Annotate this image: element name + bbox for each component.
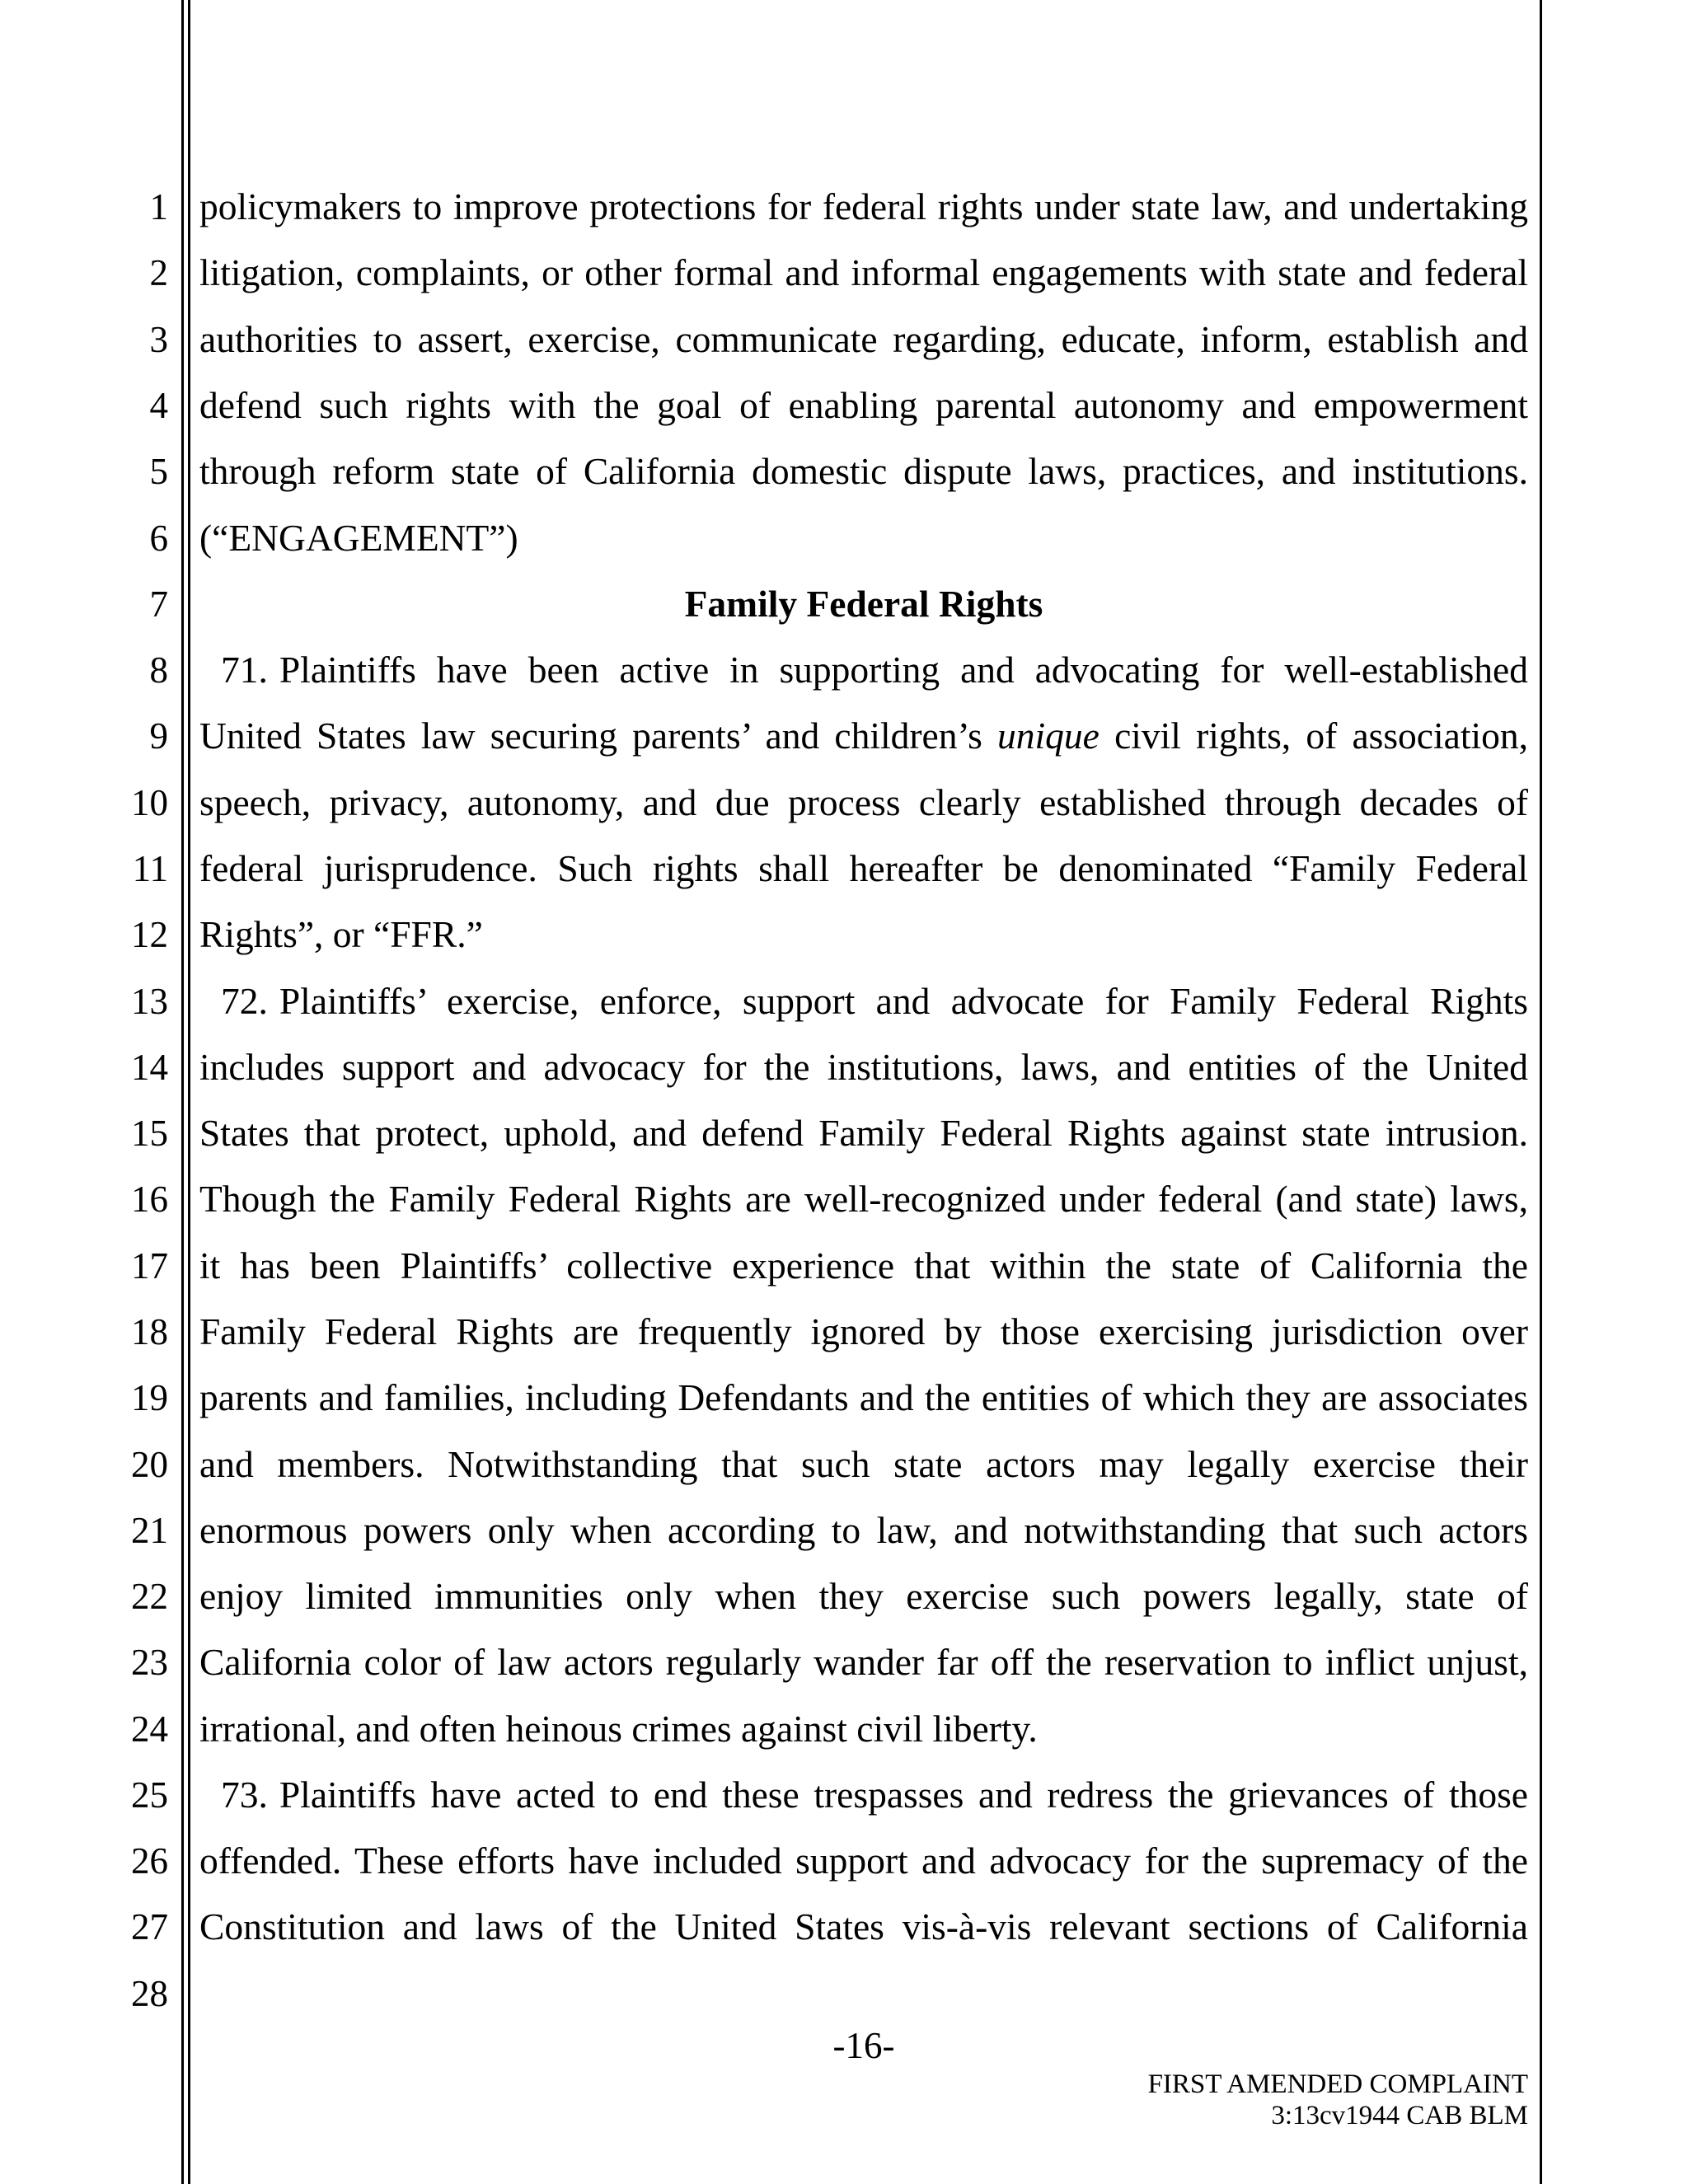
text-line: Plaintiffs have been active in supporting and advocating for well-established xyxy=(279,649,1528,691)
text-segment: United States law securing parents’ and children’s xyxy=(199,715,998,757)
text-line: parents and families, including Defendants and the entities of which they are associates xyxy=(199,1376,1528,1418)
text-line: Plaintiffs’ exercise, enforce, support and advocate for Family Federal Rights xyxy=(279,980,1528,1022)
text-line: California color of law actors regularly wander far off the reservation to inflict unjust, xyxy=(199,1641,1528,1683)
page-number: -16- xyxy=(832,2025,895,2066)
line-number: 18 xyxy=(131,1311,168,1352)
text-line: federal jurisprudence. Such rights shall hereafter be denominated “Family Federal xyxy=(199,847,1528,889)
line-number: 16 xyxy=(131,1179,168,1220)
line-number: 26 xyxy=(131,1840,168,1882)
text-line: and members. Notwithstanding that such state actors may legally exercise their xyxy=(199,1443,1528,1485)
line-number: 17 xyxy=(131,1245,168,1286)
italic-emphasis: unique xyxy=(997,715,1100,757)
line-number: 24 xyxy=(131,1708,168,1750)
line-number: 13 xyxy=(131,981,168,1022)
paragraph-number: 71. xyxy=(221,649,268,691)
text-line: offended. These efforts have included support and advocacy for the supremacy of the xyxy=(199,1840,1528,1882)
paragraph-number: 73. xyxy=(221,1774,268,1816)
line-number: 25 xyxy=(131,1774,168,1816)
line-number: 7 xyxy=(149,583,168,625)
line-number: 23 xyxy=(131,1642,168,1683)
text-line: policymakers to improve protections for federal rights under state law, and undertaking xyxy=(199,185,1528,227)
line-number: 3 xyxy=(149,319,168,360)
line-number: 4 xyxy=(149,385,168,426)
paragraph-number: 72. xyxy=(221,980,268,1022)
line-number: 11 xyxy=(132,848,168,889)
left-margin-rule-inner xyxy=(188,0,190,2184)
right-margin-rule xyxy=(1540,0,1542,2184)
paragraph-73-first-line xyxy=(199,1774,1528,1816)
text-line-with-italic xyxy=(199,715,1528,757)
line-number: 9 xyxy=(149,715,168,757)
line-number: 5 xyxy=(149,451,168,492)
text-line: speech, privacy, autonomy, and due process clearly established through decades of xyxy=(199,781,1528,823)
text-line: (“ENGAGEMENT”) xyxy=(199,517,518,559)
left-margin-rule xyxy=(181,0,184,2184)
text-line: Family Federal Rights are frequently ignored by those exercising jurisdiction over xyxy=(199,1310,1528,1352)
footer-case-number: 3:13cv1944 CAB BLM xyxy=(1271,2101,1528,2130)
text-line: States that protect, uphold, and defend Family Federal Rights against state intrusion. xyxy=(199,1112,1528,1154)
text-segment: civil rights, of association, xyxy=(1099,715,1529,757)
footer-document-title: FIRST AMENDED COMPLAINT xyxy=(1147,2069,1528,2099)
text-line: Plaintiffs have acted to end these trespasses and redress the grievances of those xyxy=(279,1774,1528,1816)
line-number: 20 xyxy=(131,1444,168,1485)
line-number: 10 xyxy=(131,782,168,823)
line-number: 6 xyxy=(149,518,168,559)
line-number: 14 xyxy=(131,1047,168,1088)
text-line: enormous powers only when according to law, and notwithstanding that such actors xyxy=(199,1509,1528,1551)
line-number: 19 xyxy=(131,1377,168,1418)
text-line: defend such rights with the goal of enabling parental autonomy and empowerment xyxy=(199,384,1528,426)
text-line: through reform state of California domestic dispute laws, practices, and institutions. xyxy=(199,450,1528,492)
paragraph-71-first-line xyxy=(199,649,1528,691)
line-number: 22 xyxy=(131,1576,168,1617)
text-line: Rights”, or “FFR.” xyxy=(199,913,483,955)
text-line: litigation, complaints, or other formal and informal engagements with state and federal xyxy=(199,251,1528,293)
text-line: irrational, and often heinous crimes against civil liberty. xyxy=(199,1708,1038,1750)
text-line: enjoy limited immunities only when they exercise such powers legally, state of xyxy=(199,1575,1528,1617)
line-number: 1 xyxy=(149,186,168,227)
text-line: authorities to assert, exercise, communicate regarding, educate, inform, establish and xyxy=(199,318,1528,360)
line-number: 27 xyxy=(131,1906,168,1947)
line-number: 28 xyxy=(131,1973,168,2014)
text-line: Constitution and laws of the United States vis-à-vis relevant sections of California xyxy=(199,1905,1528,1947)
line-number: 21 xyxy=(131,1510,168,1551)
line-number: 12 xyxy=(131,914,168,955)
text-line: includes support and advocacy for the institutions, laws, and entities of the United xyxy=(199,1046,1528,1088)
text-line: it has been Plaintiffs’ collective experience that within the state of California the xyxy=(199,1244,1528,1286)
line-number: 15 xyxy=(131,1113,168,1154)
line-number: 2 xyxy=(149,252,168,293)
line-number: 8 xyxy=(149,649,168,691)
text-line: Though the Family Federal Rights are well-recognized under federal (and state) laws, xyxy=(199,1178,1528,1220)
section-heading: Family Federal Rights xyxy=(684,583,1043,625)
paragraph-72-first-line xyxy=(199,980,1528,1023)
